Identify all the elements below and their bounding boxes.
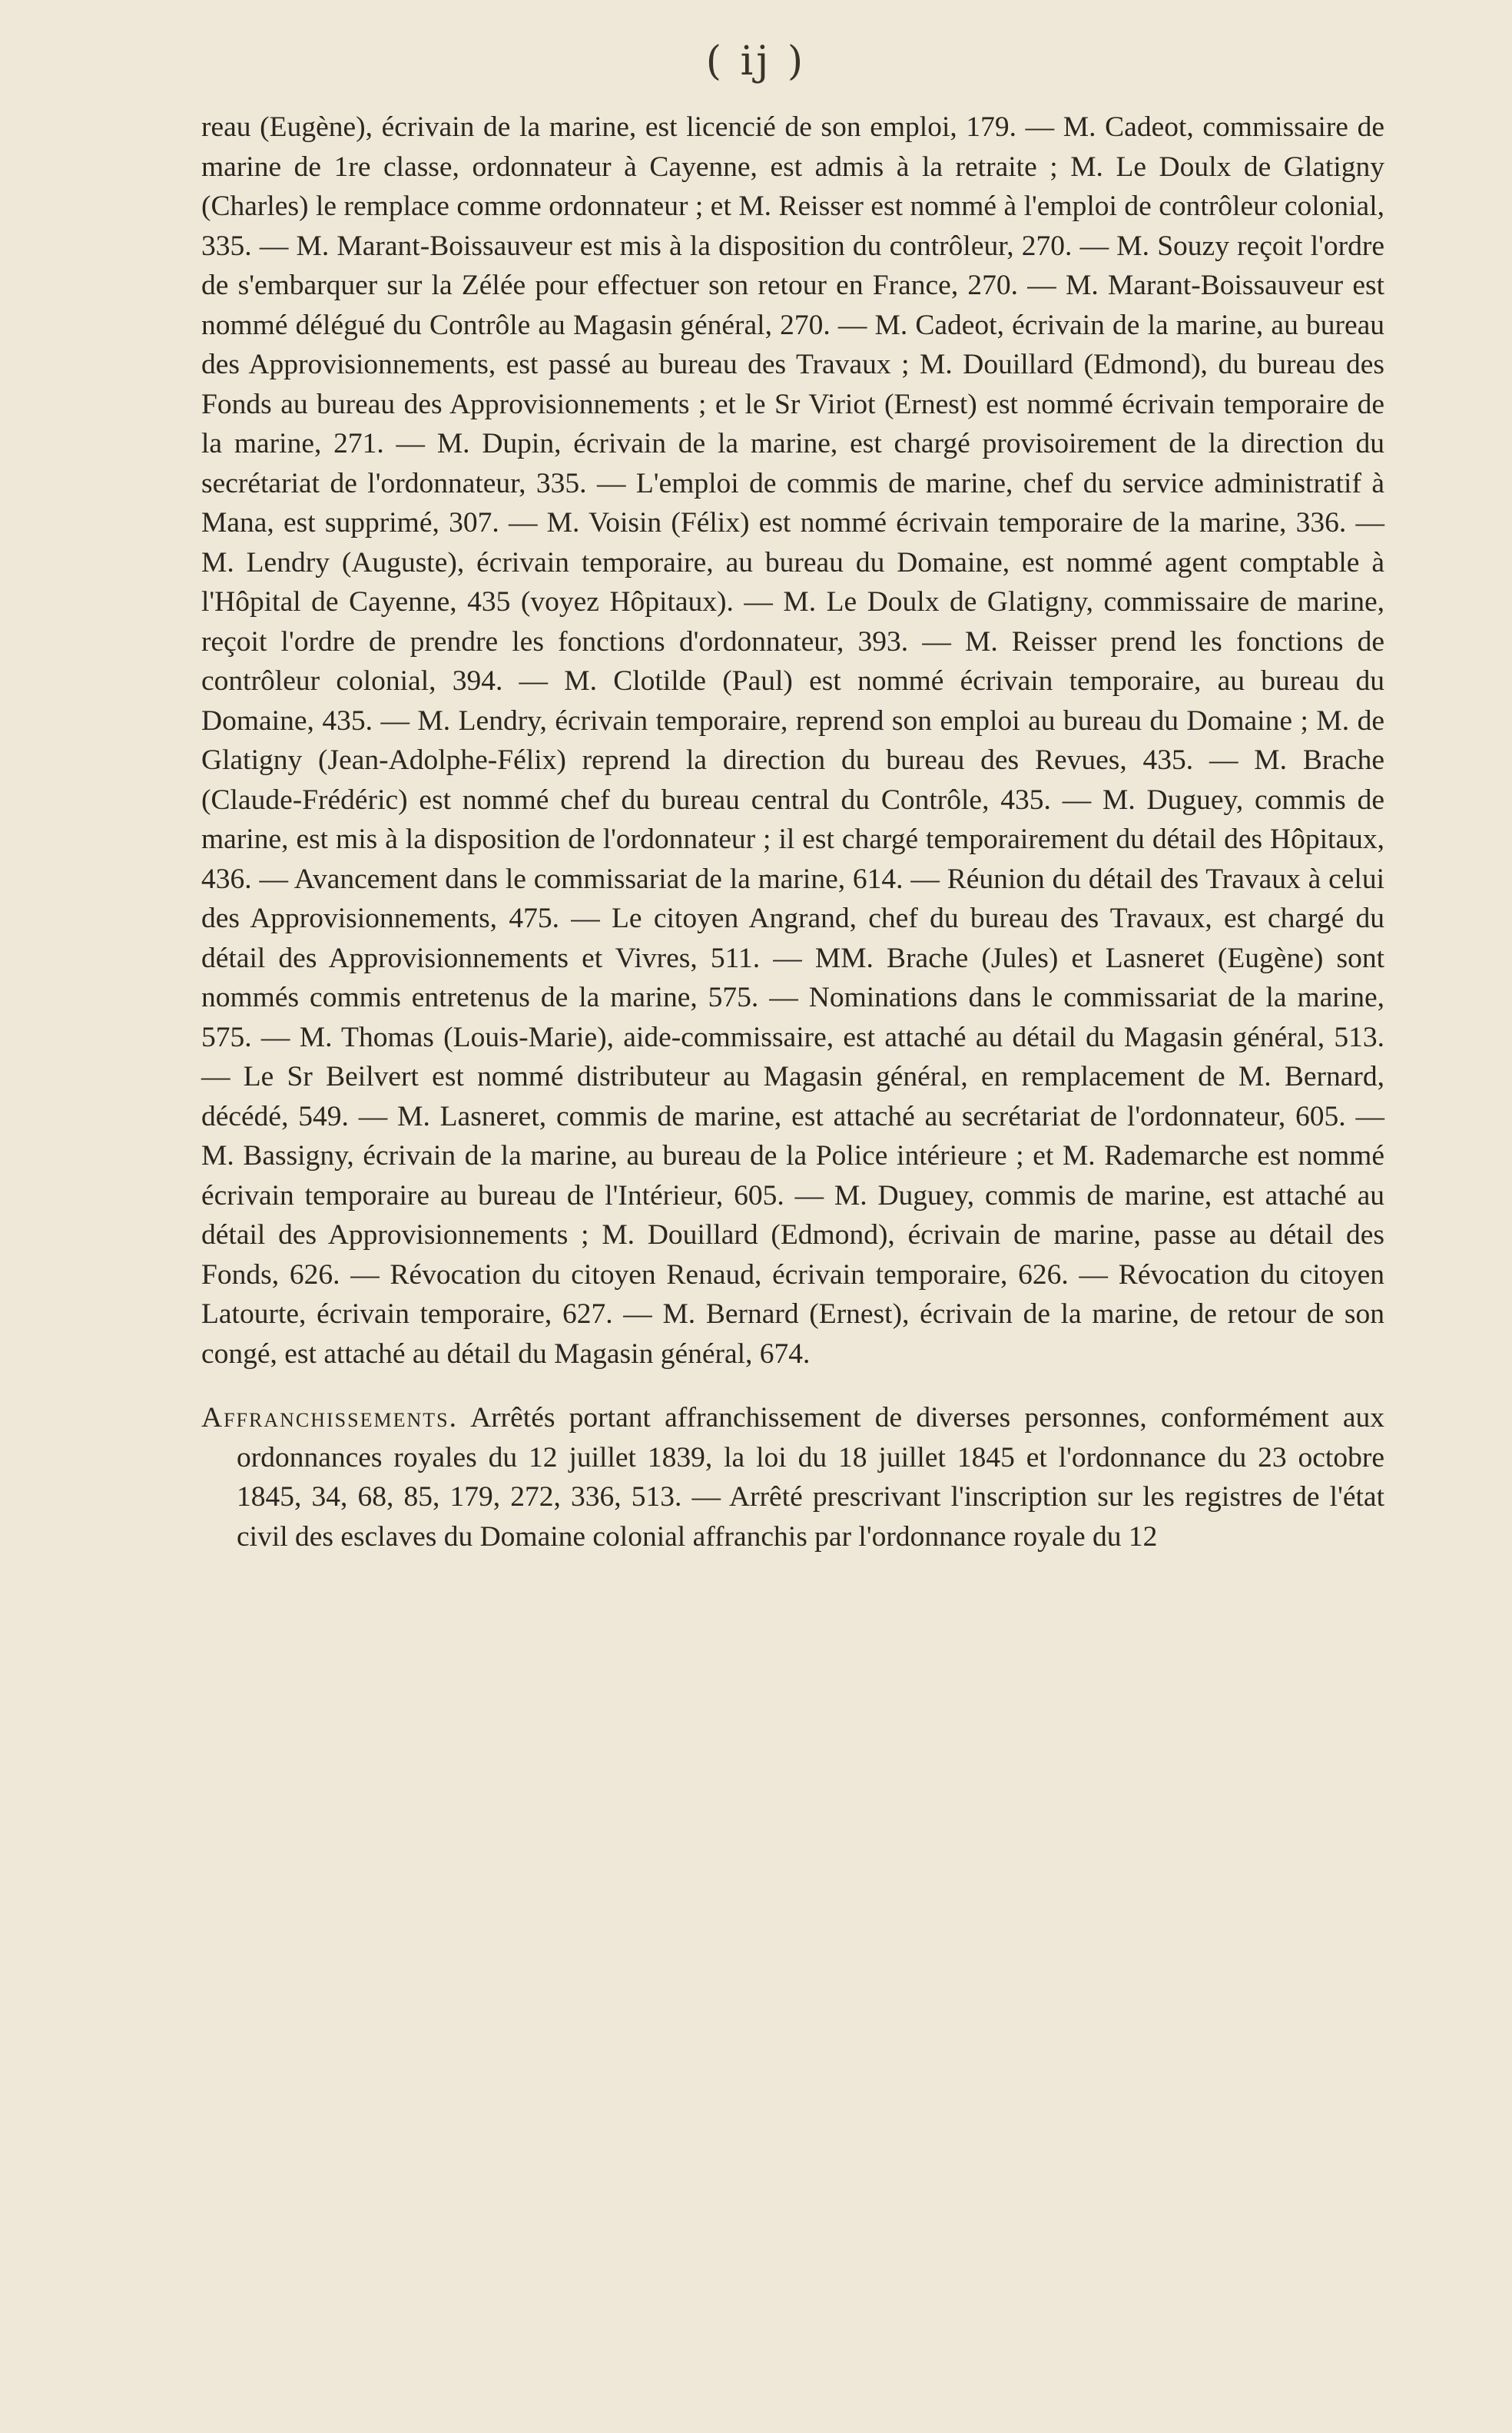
text-block (201, 108, 1384, 1556)
entry-affranchissements (201, 1398, 1384, 1556)
entry-text: Arrêtés portant affranchissement de diverses personnes, conformément aux ordonnances royales du 12 juillet 1839, la loi du 18 juillet 1845 et l'ordonnance du 23 octobre 1845, 34, 68, 85, 179, 272, 336, 513. — Arrêté prescrivant l'inscription sur les registres de l'état civil des esclaves du Domaine colonial affranchis par l'ordonnance royale du 12 (237, 1402, 1384, 1553)
page-number: ( ij ) (705, 38, 807, 85)
entry-heading: Affranchissements. (201, 1402, 458, 1434)
continued-paragraph: reau (Eugène), écrivain de la marine, est licencié de son emploi, 179. — M. Cadeot, commissaire de marine de 1re classe, ordonnateur à Cayenne, est admis à la retraite ; M. Le Doulx de Glatigny (Charles) le remplace comme ordonnateur ; et M. Reisser est nommé à l'emploi de contrôleur colonial, 335. — M. Marant-Boissauveur est mis à la disposition du contrôleur, 270. — M. Souzy reçoit l'ordre de s'embarquer sur la Zélée pour effectuer son retour en France, 270. — M. Marant-Boissauveur est nommé délégué du Contrôle au Magasin général, 270. — M. Cadeot, écrivain de la marine, au bureau des Approvisionnements, est passé au bureau des Travaux ; M. Douillard (Edmond), du bureau des Fonds au bureau des Approvisionnements ; et le Sr Viriot (Ernest) est nommé écrivain temporaire de la marine, 271. — M. Dupin, écrivain de la marine, est chargé provisoirement de la direction du secrétariat de l'ordonnateur, 335. — L'emploi de commis de marine, chef du service administratif à Mana, est supprimé, 307. — M. Voisin (Félix) est nommé écrivain temporaire de la marine, 336. — M. Lendry (Auguste), écrivain temporaire, au bureau du Domaine, est nommé agent comptable à l'Hôpital de Cayenne, 435 (voyez Hôpitaux). — M. Le Doulx de Glatigny, commissaire de marine, reçoit l'ordre de prendre les fonctions d'ordonnateur, 393. — M. Reisser prend les fonctions de contrôleur colonial, 394. — M. Clotilde (Paul) est nommé écrivain temporaire, au bureau du Domaine, 435. — M. Lendry, écrivain temporaire, reprend son emploi au bureau du Domaine ; M. de Glatigny (Jean-Adolphe-Félix) reprend la direction du bureau des Revues, 435. — M. Brache (Claude-Frédéric) est nommé chef du bureau central du Contrôle, 435. — M. Duguey, commis de marine, est mis à la disposition de l'ordonnateur ; il est chargé temporairement du détail des Hôpitaux, 436. — Avancement dans le commissariat de la marine, 614. — Réunion du détail des Travaux à celui des Approvisionnements, 475. — Le citoyen Angrand, chef du bureau des Travaux, est chargé du détail des Approvisionnements et Vivres, 511. — MM. Brache (Jules) et Lasneret (Eugène) sont nommés commis entretenus de la marine, 575. — Nominations dans le commissariat de la marine, 575. — M. Thomas (Louis-Marie), aide-commissaire, est attaché au détail du Magasin général, 513. — Le Sr Beilvert est nommé distributeur au Magasin général, en remplacement de M. Bernard, décédé, 549. — M. Lasneret, commis de marine, est attaché au secrétariat de l'ordonnateur, 605. — M. Bassigny, écrivain de la marine, au bureau de la Police intérieure ; et M. Rademarche est nommé écrivain temporaire au bureau de l'Intérieur, 605. — M. Duguey, commis de marine, est attaché au détail des Approvisionnements ; M. Douillard (Edmond), écrivain de marine, passe au détail des Fonds, 626. — Révocation du citoyen Renaud, écrivain temporaire, 626. — Révocation du citoyen Latourte, écrivain temporaire, 627. — M. Bernard (Ernest), écrivain de la marine, de retour de son congé, est attaché au détail du Magasin général, 674. (201, 111, 1384, 1370)
